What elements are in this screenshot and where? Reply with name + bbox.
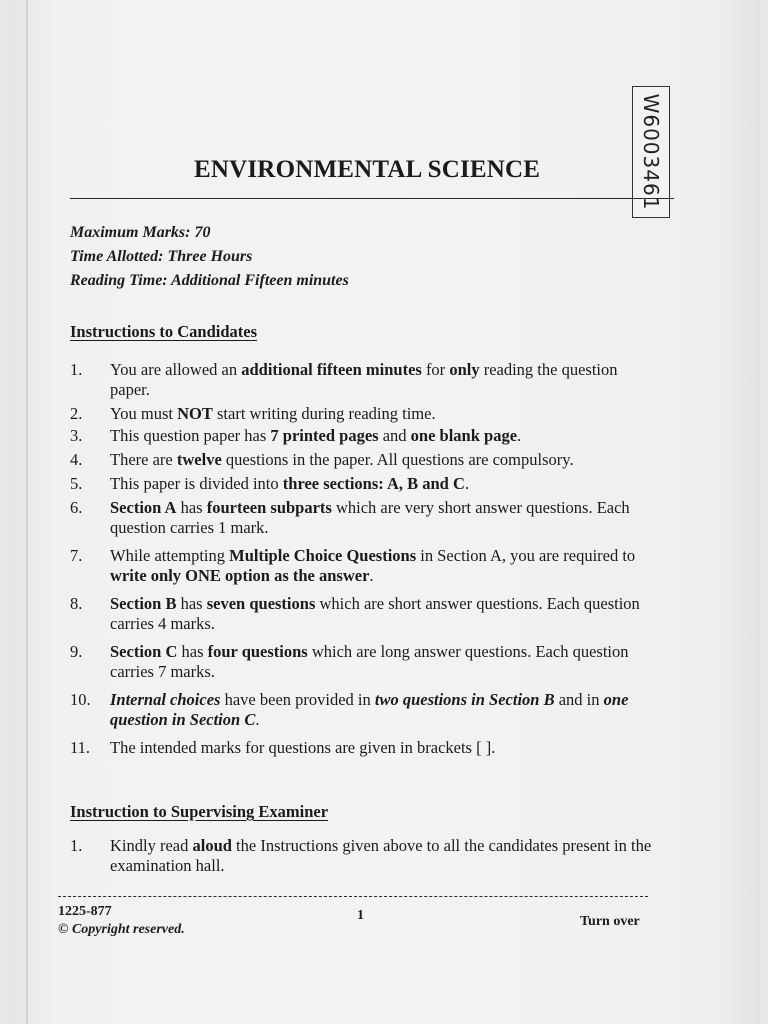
emphasis-text: Section C bbox=[110, 642, 178, 661]
footer-divider bbox=[58, 896, 648, 897]
emphasis-text: one blank page bbox=[410, 426, 518, 445]
body-text: which are long answer questions. Each question carries 7 marks. bbox=[110, 642, 629, 681]
item-text bbox=[110, 404, 660, 424]
body-text: for bbox=[421, 360, 450, 379]
title-divider bbox=[70, 198, 674, 199]
emphasis-text: one question in Section C bbox=[110, 690, 629, 729]
turn-over-label: Turn over bbox=[580, 914, 640, 929]
body-text: start writing during reading time. bbox=[212, 404, 436, 423]
emphasis-text: Multiple Choice Questions bbox=[229, 546, 417, 565]
body-text: . bbox=[255, 710, 260, 729]
page-number: 1 bbox=[357, 908, 364, 923]
body-text: The intended marks for questions are given in brackets [ ]. bbox=[110, 738, 496, 757]
body-text: which are short answer questions. Each question carries 4 marks. bbox=[110, 594, 640, 633]
item-text bbox=[110, 474, 660, 494]
paper-title: ENVIRONMENTAL SCIENCE bbox=[194, 156, 541, 183]
item-number: 11. bbox=[70, 738, 91, 757]
item-text bbox=[110, 498, 660, 538]
item-number: 1. bbox=[70, 836, 83, 855]
emphasis-text: Section B bbox=[110, 594, 177, 613]
item-text bbox=[110, 546, 660, 586]
item-text bbox=[110, 360, 660, 400]
item-number: 4. bbox=[70, 450, 83, 469]
item-number: 3. bbox=[70, 426, 83, 445]
body-text: This paper is divided into bbox=[110, 474, 283, 493]
max-marks: Maximum Marks: 70 bbox=[70, 224, 211, 241]
item-number: 10. bbox=[70, 690, 91, 709]
body-text: has bbox=[176, 594, 207, 613]
emphasis-text: four questions bbox=[207, 642, 308, 661]
body-text: has bbox=[176, 498, 207, 517]
emphasis-text: NOT bbox=[177, 404, 213, 423]
emphasis-text: write only ONE option as the answer bbox=[110, 566, 370, 585]
emphasis-text: 7 printed pages bbox=[270, 426, 379, 445]
reading-time: Reading Time: Additional Fifteen minutes bbox=[70, 272, 349, 289]
page-edge bbox=[26, 0, 28, 1024]
emphasis-text: Internal choices bbox=[110, 690, 221, 709]
item-text bbox=[110, 836, 660, 876]
emphasis-text: fourteen subparts bbox=[206, 498, 332, 517]
paper-code: 1225-877 bbox=[58, 904, 112, 919]
body-text: in Section A, you are required to bbox=[416, 546, 636, 565]
item-number: 2. bbox=[70, 404, 83, 423]
body-text: which are very short answer questions. Each question carries 1 mark. bbox=[110, 498, 630, 537]
item-text bbox=[110, 450, 660, 470]
instructions-heading: Instructions to Candidates bbox=[70, 322, 258, 341]
item-number: 5. bbox=[70, 474, 83, 493]
item-number: 9. bbox=[70, 642, 83, 661]
item-number: 8. bbox=[70, 594, 83, 613]
body-text: Kindly read bbox=[110, 836, 193, 855]
body-text: and bbox=[378, 426, 411, 445]
emphasis-text: seven questions bbox=[206, 594, 316, 613]
emphasis-text: aloud bbox=[192, 836, 232, 855]
emphasis-text: additional fifteen minutes bbox=[241, 360, 422, 379]
body-text: questions in the paper. All questions are compulsory. bbox=[221, 450, 574, 469]
emphasis-text: Section A bbox=[110, 498, 177, 517]
item-number: 6. bbox=[70, 498, 83, 517]
body-text: While attempting bbox=[110, 546, 230, 565]
body-text: reading the question paper. bbox=[110, 360, 618, 399]
emphasis-text: two questions in Section B bbox=[374, 690, 555, 709]
body-text: You are allowed an bbox=[110, 360, 242, 379]
item-text bbox=[110, 594, 660, 634]
body-text: . bbox=[517, 426, 522, 445]
item-number: 1. bbox=[70, 360, 83, 379]
exam-page bbox=[8, 0, 760, 1024]
copyright-notice: © Copyright reserved. bbox=[58, 922, 185, 937]
emphasis-text: twelve bbox=[176, 450, 222, 469]
body-text: have been provided in bbox=[220, 690, 375, 709]
item-number: 7. bbox=[70, 546, 83, 565]
body-text: the Instructions given above to all the candidates present in the examination hall. bbox=[110, 836, 652, 875]
emphasis-text: only bbox=[449, 360, 480, 379]
time-allotted: Time Allotted: Three Hours bbox=[70, 248, 253, 265]
body-text: . bbox=[369, 566, 374, 585]
body-text: . bbox=[464, 474, 470, 493]
item-text bbox=[110, 690, 660, 730]
item-text bbox=[110, 426, 660, 446]
supervisor-heading: Instruction to Supervising Examiner bbox=[70, 802, 329, 821]
item-text bbox=[110, 642, 660, 682]
body-text: and in bbox=[554, 690, 604, 709]
emphasis-text: three sections: A, B and C bbox=[282, 474, 465, 493]
body-text: There are bbox=[110, 450, 177, 469]
body-text: You must bbox=[110, 404, 178, 423]
body-text: This question paper has bbox=[110, 426, 271, 445]
item-text bbox=[110, 738, 660, 758]
paper-code-text: W6003461 bbox=[639, 93, 663, 211]
body-text: has bbox=[177, 642, 208, 661]
